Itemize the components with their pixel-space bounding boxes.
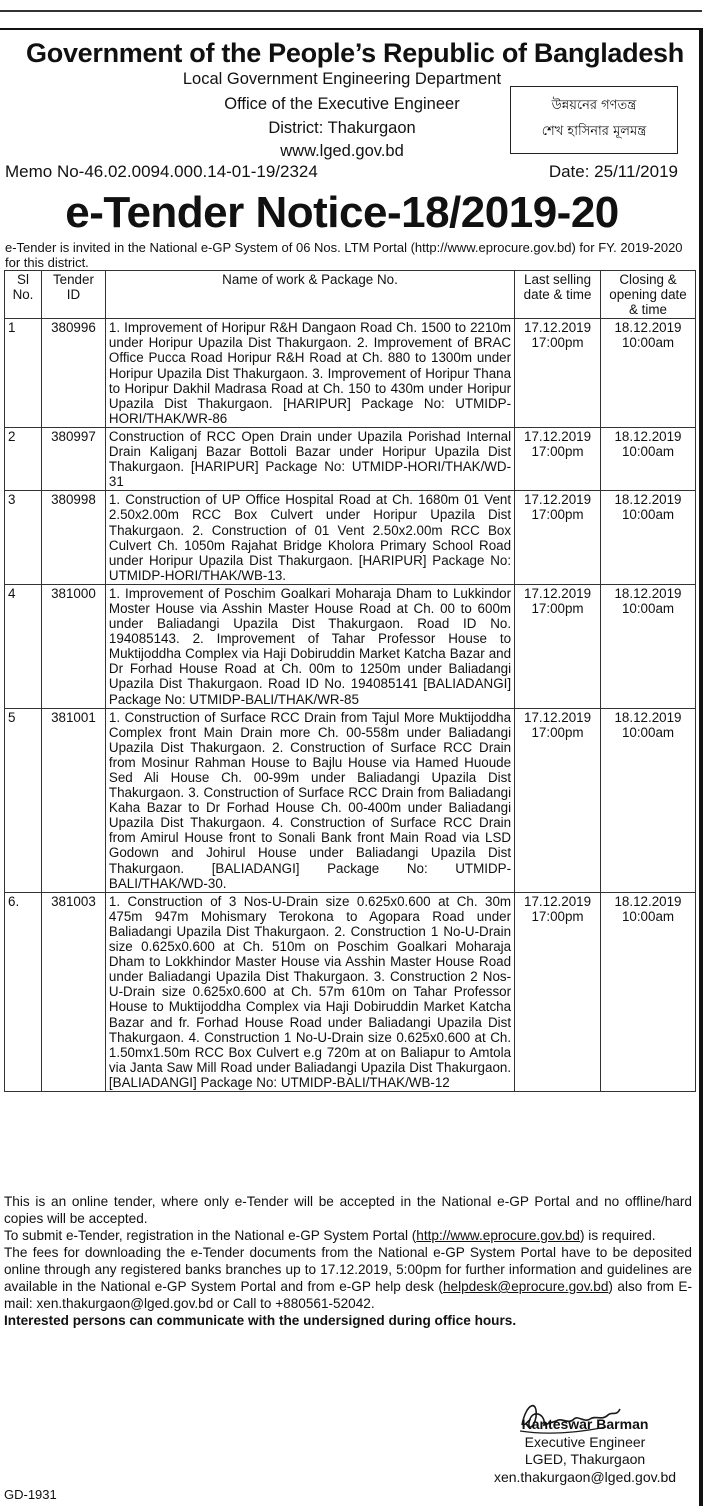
selling-time: 17:00pm <box>531 908 584 924</box>
selling-time: 17:00pm <box>531 724 584 740</box>
row-sl: 6. <box>5 892 42 1091</box>
closing-time: 10:00am <box>621 600 675 616</box>
row-closing <box>601 892 696 1091</box>
selling-date: 17.12.2019 <box>524 709 592 725</box>
closing-time: 10:00am <box>621 507 675 523</box>
selling-date: 17.12.2019 <box>524 492 592 508</box>
slogan-box <box>510 86 678 154</box>
row-selling <box>515 319 601 428</box>
signer-organization: LGED, Thakurgaon <box>524 1451 646 1467</box>
footer-text-segment: ) also from E-mail: xen.thakurgaon@lged.gov.bd or Call to +880561-52042. <box>4 1279 692 1311</box>
row-selling <box>515 584 601 708</box>
selling-date: 17.12.2019 <box>524 428 592 444</box>
selling-date: 17.12.2019 <box>524 585 592 601</box>
notice-date: Date: 25/11/2019 <box>548 162 678 181</box>
closing-time: 10:00am <box>621 908 675 924</box>
row-tender-id: 381001 <box>41 708 105 892</box>
office-name: Office of the Executive Engineer <box>224 95 460 113</box>
footer-para-registration <box>4 1227 692 1244</box>
row-work: Construction of RCC Open Drain under Upazila Porishad Internal Drain Kaliganj Bazar Bottoli Bazar under Horipur Upazila Dist Thakurgaon. [HARIPUR] Package No: UTMIDP-HORI/THAK/WD-31 <box>105 427 514 490</box>
table-row <box>5 319 696 428</box>
signer-name: Kanteswar Barman <box>521 1416 649 1432</box>
row-selling <box>515 491 601 585</box>
row-closing <box>601 708 696 892</box>
intro-text: e-Tender is invited in the National e-GP System of 06 Nos. LTM Portal (http://www.eprocure.gov.bd) for FY. 2019-2020 for this district. <box>5 240 683 270</box>
table-row <box>5 708 696 892</box>
closing-time: 10:00am <box>621 724 675 740</box>
row-sl: 1 <box>5 319 42 428</box>
selling-time: 17:00pm <box>531 444 584 460</box>
selling-date: 17.12.2019 <box>524 320 592 336</box>
row-tender-id: 381003 <box>41 892 105 1091</box>
row-work: 1. Construction of 3 Nos-U-Drain size 0.625x0.600 at Ch. 30m 475m 947m Mohismary Terokona to Agopara Road under Baliadangi Upazila Dist Thakurgaon. 2. Construction 1 No-U-Drain size 0.625x0.600 at Ch. 510m on Poschim Goalkari Moharaja Dham to Lokkhindor Master House via Asshin Master House Road under Baliadangi Upazila Dist Thakurgaon. 3. Construction 2 Nos-U-Drain size 0.625x0.600 at Ch. 57m 610m on Tahar Professor House to Muktijoddha Complex via Haji Dobiruddin Market Katcha Bazar and fr. Forhad House Road under Baliadangi Upazila Dist Thakurgaon. 4. Construction 1 No-U-Drain size 0.625x0.600 at Ch. 1.50mx1.50m RCC Box Culvert e.g 720m at on Baliapur to Amtola via Janta Saw Mill Road under Baliadangi Upazila Dist Thakurgaon. [BALIADANGI] Package No: UTMIDP-BALI/THAK/WB-12 <box>105 892 514 1091</box>
table-row <box>5 427 696 490</box>
signer-email: xen.thakurgaon@lged.gov.bd <box>493 1469 677 1485</box>
closing-date: 18.12.2019 <box>614 709 682 725</box>
row-sl: 3 <box>5 491 42 585</box>
slogan-line-2: শেখ হাসিনার মূলমন্ত্র <box>541 124 647 139</box>
footer-text-segment: The fees for downloading the e-Tender documents from the National e-GP System Portal have to be deposited online through any registered banks branches up to 17.12.2019, 5:00pm for further information and guidelines are available in the National e-GP System Portal and from e-GP help desk ( <box>4 1245 692 1294</box>
selling-time: 17:00pm <box>531 507 584 523</box>
header-tender-id: Tender ID <box>41 271 105 319</box>
footer-text-segment: To submit e-Tender, registration in the National e-GP System Portal ( <box>4 1228 417 1243</box>
row-closing <box>601 584 696 708</box>
closing-date: 18.12.2019 <box>614 893 682 909</box>
footer-text <box>4 1193 692 1329</box>
row-tender-id: 380996 <box>41 319 105 428</box>
website: www.lged.gov.bd <box>280 142 404 160</box>
closing-date: 18.12.2019 <box>614 585 682 601</box>
row-tender-id: 381000 <box>41 584 105 708</box>
footer-text-segment: ) is required. <box>580 1228 656 1243</box>
row-selling <box>515 892 601 1091</box>
row-work: 1. Construction of Surface RCC Drain from Tajul More Muktijoddha Complex front Main Drain more Ch. 00-558m under Baliadangi Upazila Dist Thakurgaon. 2. Construction of Surface RCC Drain from Mosinur Rahman House to Bajlu House via Hamed Huoude Sed Ali House Ch. 00-99m under Baliadangi Upazila Dist Thakurgaon. 3. Construction of Surface RCC Drain from Baliadangi Kaha Bazar to Dr Forhad House Ch. 00-400m under Baliadangi Upazila Dist Thakurgaon. 4. Construction of Surface RCC Drain from Amirul House front to Sonali Bank front Main Road via LSD Godown and Johirul House under Baliadangi Upazila Dist Thakurgaon. [BALIADANGI] Package No: UTMIDP-BALI/THAK/WD-30. <box>105 708 514 892</box>
top-rule <box>0 10 702 12</box>
district-name: District: Thakurgaon <box>268 119 416 137</box>
eprocure-link[interactable]: http://www.eprocure.gov.bd <box>416 1228 580 1243</box>
row-tender-id: 380998 <box>41 491 105 585</box>
closing-time: 10:00am <box>621 444 675 460</box>
memo-number: Memo No-46.02.0094.000.14-01-19/2324 <box>5 162 318 181</box>
closing-date: 18.12.2019 <box>614 320 682 336</box>
header-sl: Sl No. <box>5 271 42 319</box>
selling-time: 17:00pm <box>531 600 584 616</box>
row-closing <box>601 319 696 428</box>
header-closing: Closing & opening date & time <box>601 271 696 319</box>
selling-time: 17:00pm <box>531 335 584 351</box>
closing-time: 10:00am <box>621 335 675 351</box>
table-header-row <box>5 271 696 319</box>
row-work: 1. Improvement of Poschim Goalkari Moharaja Dham to Lukkindor Moster House via Asshin Master House Road at Ch. 00 to 600m under Baliadangi Upazila Dist Thakurgaon. Road ID No. 194085143. 2. Improvement of Tahar Professor House to Muktijoddha Complex via Haji Dobiruddin Market Katcha Bazar and Dr Forhad House Road at Ch. 00m to 1250m under Baliadangi Upazila Dist Thakurgaon. Road ID No. 194085141 [BALIADANGI] Package No: UTMIDP-BALI/THAK/WR-85 <box>105 584 514 708</box>
row-selling <box>515 427 601 490</box>
footer-para-fees <box>4 1244 692 1312</box>
row-selling <box>515 708 601 892</box>
row-sl: 4 <box>5 584 42 708</box>
tender-table <box>4 270 696 1092</box>
row-sl: 2 <box>5 427 42 490</box>
table-row <box>5 892 696 1091</box>
slogan-line-1: উন্নয়নের গণতন্ত্র <box>551 98 637 113</box>
closing-date: 18.12.2019 <box>614 492 682 508</box>
gd-code: GD-1931 <box>4 1487 57 1502</box>
row-tender-id: 380997 <box>41 427 105 490</box>
row-sl: 5 <box>5 708 42 892</box>
signer-title: Executive Engineer <box>524 1434 646 1450</box>
helpdesk-link[interactable]: helpdesk@eprocure.gov.bd <box>442 1279 609 1294</box>
row-work: 1. Improvement of Horipur R&H Dangaon Road Ch. 1500 to 2210m under Horipur Upazila Dist Thakurgaon. 2. Improvement of BRAC Office Pucca Road Horipur R&H Road at Ch. 880 to 1300m under Horipur Upazila Dist Thakurgaon. 3. Improvement of Horipur Thana to Horipur Dakhil Madrasa Road at Ch. 150 to 430m under Horipur Upazila Dist Thakurgaon. [HARIPUR] Package No: UTMIDP-HORI/THAK/WR-86 <box>105 319 514 428</box>
notice-title: e-Tender Notice-18/2019-20 <box>65 188 619 237</box>
row-closing <box>601 427 696 490</box>
row-closing <box>601 491 696 585</box>
government-title: Government of the People’s Republic of Bangladesh <box>26 38 684 68</box>
header-work: Name of work & Package No. <box>105 271 514 319</box>
selling-date: 17.12.2019 <box>524 893 592 909</box>
footer-para-online: This is an online tender, where only e-Tender will be accepted in the National e-GP Portal and no offline/hard copies will be accepted. <box>4 1194 692 1226</box>
table-row <box>5 491 696 585</box>
footer-para-contact: Interested persons can communicate with the undersigned during office hours. <box>4 1313 517 1328</box>
table-row <box>5 584 696 708</box>
header-selling: Last selling date & time <box>515 271 601 319</box>
closing-date: 18.12.2019 <box>614 428 682 444</box>
row-work: 1. Construction of UP Office Hospital Road at Ch. 1680m 01 Vent 2.50x2.00m RCC Box Culvert under Horipur Upazila Dist Thakurgaon. 2. Construction of 01 Vent 2.50x2.00m RCC Box Culvert Ch. 1050m Rajahat Bridge Kholora Primary School Road under Horipur Upazila Dist Thakurgaon. [HARIPUR] Package No: UTMIDP-HORI/THAK/WB-13. <box>105 491 514 585</box>
department-name: Local Government Engineering Department <box>182 70 502 88</box>
